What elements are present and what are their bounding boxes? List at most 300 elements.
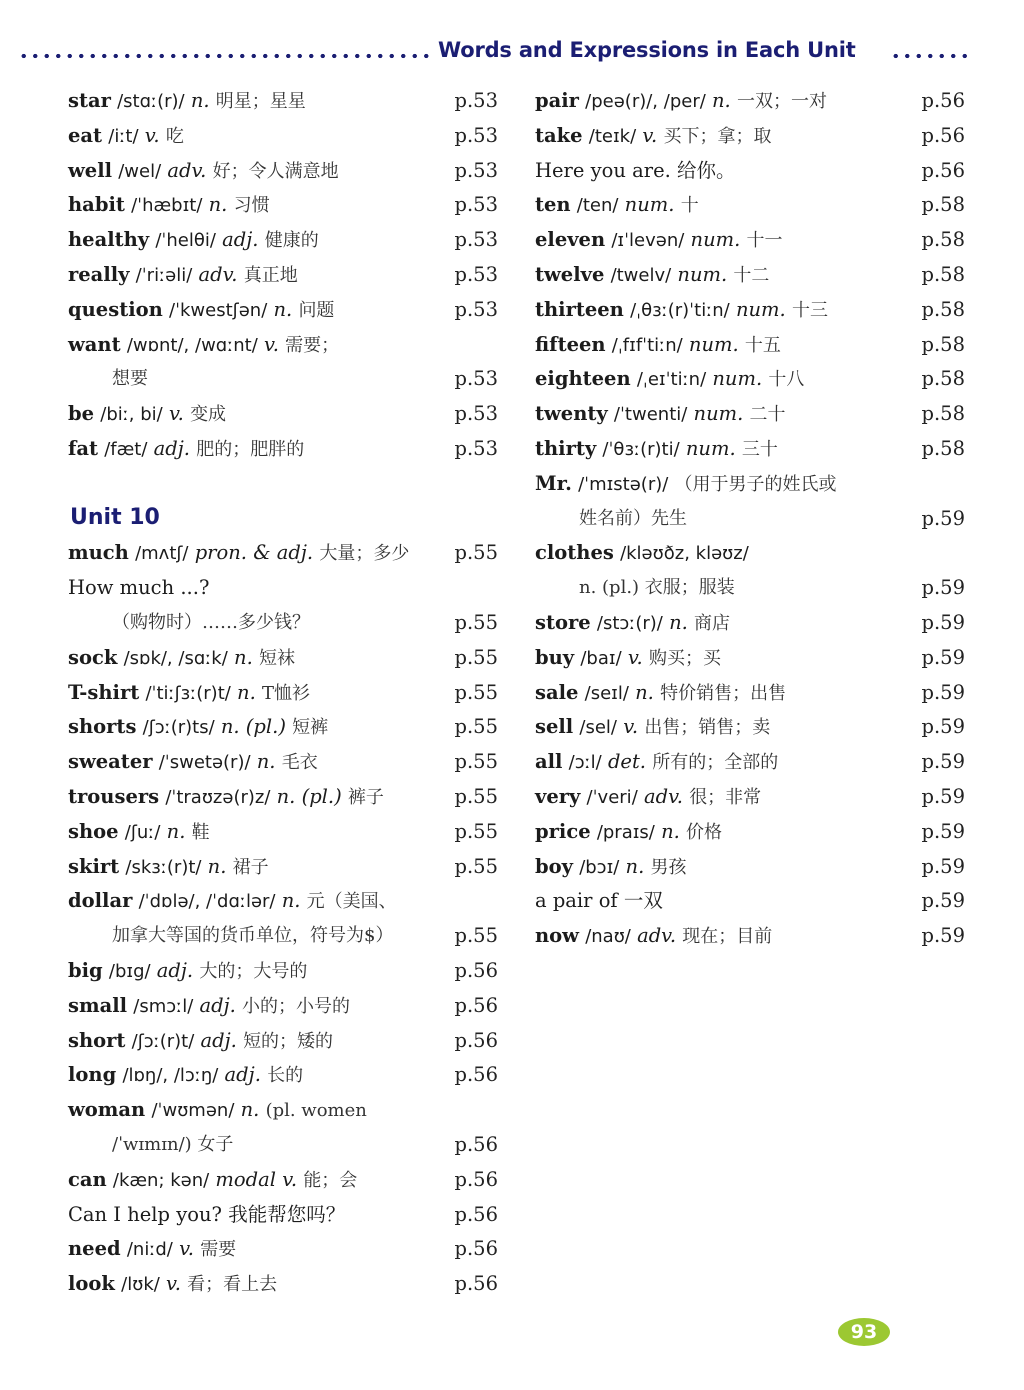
- entry-phonetic: /ˈveri/: [586, 786, 638, 808]
- entry-phonetic: /ˈmɪstə(r)/: [578, 473, 669, 495]
- list-item: [68, 1023, 498, 1058]
- entry-part-of-speech: n.: [711, 89, 731, 112]
- list-item: [68, 675, 498, 710]
- entry-chinese: 十三: [791, 299, 828, 321]
- entry-word: price: [535, 819, 591, 843]
- vocab-entry: [535, 608, 730, 639]
- entry-phonetic: /baɪ/: [580, 647, 622, 669]
- entry-phonetic: /ʃɔː(r)ts/: [142, 717, 215, 739]
- entry-part-of-speech: num.: [685, 436, 736, 460]
- entry-part-of-speech: num.: [624, 193, 675, 217]
- entry-chinese: 商店: [694, 612, 731, 634]
- vocab-entry: [68, 712, 328, 743]
- entry-part-of-speech: n.: [240, 1098, 260, 1122]
- list-item: [68, 570, 498, 605]
- header-title: Words and Expressions in Each Unit: [438, 38, 856, 62]
- entry-part-of-speech: num.: [688, 332, 739, 356]
- entry-part-of-speech: v.: [627, 645, 643, 669]
- entry-phonetic: /praɪs/: [596, 821, 655, 843]
- entry-chinese: (pl. women: [265, 1100, 367, 1122]
- vocab-entry: [68, 1026, 333, 1057]
- entry-word: now: [535, 924, 579, 948]
- vocab-entry: [535, 921, 772, 952]
- entry-word: fat: [68, 436, 99, 460]
- entry-word: buy: [535, 645, 575, 669]
- entry-page-ref: p.53: [454, 262, 498, 286]
- page-number-badge: 93: [838, 1318, 890, 1346]
- entry-chinese: 健康的: [264, 230, 319, 252]
- list-item: [535, 361, 965, 396]
- entry-phonetic: /ɪˈlevən/: [611, 230, 685, 252]
- vocab-entry: [68, 399, 226, 430]
- entry-part-of-speech: n.: [166, 819, 186, 843]
- entry-chinese: 买下；拿；取: [663, 125, 772, 147]
- vocab-entry: [68, 1165, 357, 1196]
- list-item: [68, 744, 498, 779]
- entry-word: all: [535, 750, 563, 774]
- list-item: [68, 640, 498, 675]
- entry-part-of-speech: n.: [635, 680, 654, 704]
- entry-phonetic: /bɪg/: [108, 960, 151, 982]
- entry-phonetic: /naʊ/: [585, 926, 631, 948]
- header-dots-right: [890, 53, 970, 59]
- entry-chinese: （用于男子的姓氏或: [674, 473, 837, 495]
- entry-page-ref: p.55: [454, 645, 498, 669]
- list-item: [535, 779, 965, 814]
- vocab-entry: [68, 156, 339, 187]
- entry-chinese: 小的；小号的: [242, 995, 351, 1017]
- entry-word: boy: [535, 854, 573, 878]
- entry-part-of-speech: n.: [237, 680, 256, 704]
- entry-word: sock: [68, 645, 118, 669]
- entry-phonetic: /fæt/: [104, 438, 148, 460]
- header-dots-left: [18, 53, 434, 59]
- vocab-entry: [68, 434, 304, 465]
- list-item: [535, 83, 965, 118]
- entry-chinese: 很；非常: [689, 786, 762, 808]
- list-item: [535, 918, 965, 953]
- entry-word: thirteen: [535, 297, 624, 321]
- list-item: [68, 779, 498, 814]
- entry-page-ref: p.59: [921, 680, 965, 704]
- entry-part-of-speech: adj.: [224, 1063, 261, 1087]
- list-item: [535, 118, 965, 153]
- entry-word: dollar: [68, 889, 133, 913]
- entry-part-of-speech: n.: [208, 193, 228, 217]
- entry-chinese: 短袜: [258, 647, 295, 669]
- entry-chinese: 需要: [200, 1239, 237, 1261]
- entry-word: eat: [68, 123, 103, 147]
- entry-continuation: 想要: [112, 368, 148, 390]
- entry-phonetic: /ten/: [576, 195, 619, 217]
- entry-page-ref: p.59: [921, 924, 965, 948]
- entry-phonetic: /ˈtwenti/: [613, 404, 688, 426]
- entry-word: habit: [68, 193, 125, 217]
- entry-phrase: How much ...?: [68, 576, 210, 600]
- entry-chinese: 裤子: [347, 786, 384, 808]
- vocab-entry: [68, 225, 319, 256]
- entry-part-of-speech: v.: [623, 715, 639, 739]
- entry-phrase: Can I help you? 我能帮您吗？: [68, 1202, 346, 1226]
- list-item: [68, 1057, 498, 1092]
- vocab-entry: [68, 991, 350, 1022]
- entry-part-of-speech: v.: [144, 123, 160, 147]
- entry-page-ref: p.59: [921, 715, 965, 739]
- list-item: [535, 431, 965, 466]
- entry-phonetic: /ˈwʊmən/: [151, 1100, 235, 1122]
- list-item: [68, 883, 498, 918]
- entry-page-ref: p.55: [454, 819, 498, 843]
- entry-page-ref: p.56: [921, 123, 965, 147]
- entry-page-ref: p.55: [454, 610, 498, 634]
- entry-chinese: 十八: [768, 369, 805, 391]
- entry-word: twelve: [535, 262, 605, 286]
- entry-phonetic: /mʌtʃ/: [135, 543, 189, 565]
- entry-phonetic: /ˈθɜː(r)ti/: [602, 438, 680, 460]
- entry-phonetic: /lʊk/: [121, 1274, 160, 1296]
- list-item: [535, 640, 965, 675]
- entry-page-ref: p.55: [454, 784, 498, 808]
- list-item: [535, 744, 965, 779]
- vocab-entry: [535, 434, 778, 465]
- entry-phonetic: /ɔːl/: [568, 752, 602, 774]
- entry-chinese: 鞋: [191, 821, 210, 843]
- entry-page-ref: p.56: [454, 1202, 498, 1226]
- entry-page-ref: p.55: [454, 750, 498, 774]
- vocab-entry: [535, 86, 827, 117]
- entry-chinese: 元（美国、: [306, 891, 397, 913]
- entry-phonetic: /ˌfɪfˈtiːn/: [611, 334, 683, 356]
- entry-phonetic: /ˈtraʊzə(r)z/: [165, 786, 271, 808]
- vocab-entry: [535, 364, 804, 395]
- vocab-entry: [68, 956, 307, 987]
- list-item: [535, 849, 965, 884]
- vocab-entry: [535, 260, 769, 291]
- entry-page-ref: p.56: [921, 89, 965, 112]
- list-item: [68, 535, 498, 570]
- vocab-entry: [535, 121, 771, 152]
- list-item: [68, 1092, 498, 1127]
- entry-chinese: 需要；: [285, 334, 340, 356]
- entry-part-of-speech: adj.: [199, 993, 236, 1017]
- entry-chinese: 价格: [686, 821, 723, 843]
- entry-phonetic: /stɑː(r)/: [117, 91, 185, 112]
- vocab-entry: [68, 782, 384, 813]
- entry-word: shoe: [68, 819, 119, 843]
- entry-chinese: 短裤: [292, 717, 329, 739]
- entry-chinese: 十二: [733, 264, 770, 286]
- entry-chinese: 短的；矮的: [243, 1030, 334, 1052]
- list-item: [68, 709, 498, 744]
- entry-phonetic: /smɔːl/: [133, 995, 194, 1017]
- list-item: [535, 883, 965, 918]
- entry-page-ref: p.56: [454, 1272, 498, 1296]
- entry-chinese: 一双；一对: [736, 91, 827, 112]
- vocab-entry: [535, 469, 837, 500]
- entry-page-ref: p.58: [921, 332, 965, 356]
- entry-phrase: a pair of 一双: [535, 889, 663, 913]
- entry-word: ten: [535, 193, 571, 217]
- entry-word: trousers: [68, 784, 160, 808]
- left-column: [68, 83, 498, 1301]
- vocab-entry: [68, 538, 409, 569]
- entry-page-ref: p.58: [921, 228, 965, 252]
- entry-phonetic: /wɒnt/, /wɑːnt/: [126, 334, 258, 356]
- entry-chinese: 长的: [267, 1065, 304, 1087]
- vocab-entry: [68, 1234, 236, 1265]
- entry-phonetic: /seɪl/: [584, 682, 629, 704]
- entry-page-ref: p.56: [454, 993, 498, 1017]
- entry-part-of-speech: v.: [179, 1237, 194, 1261]
- list-item: [535, 501, 965, 536]
- entry-chinese: 问题: [298, 299, 335, 321]
- entry-word: very: [535, 784, 581, 808]
- unit-heading: Unit 10: [70, 504, 160, 530]
- entry-part-of-speech: adj.: [222, 228, 259, 252]
- vocab-entry: [68, 190, 270, 221]
- entry-page-ref: p.53: [454, 193, 498, 217]
- vocab-entry: [68, 817, 210, 848]
- entry-chinese: 二十: [749, 404, 786, 426]
- list-item: [535, 570, 965, 605]
- entry-page-ref: p.55: [454, 854, 498, 878]
- entry-word: take: [535, 123, 583, 147]
- entry-phonetic: /iːt/: [108, 125, 139, 147]
- list-item: [68, 1197, 498, 1232]
- entry-phonetic: /ˈhæbɪt/: [131, 195, 203, 217]
- entry-word: healthy: [68, 228, 150, 252]
- entry-phonetic: /teɪk/: [588, 125, 637, 147]
- entry-word: skirt: [68, 854, 120, 878]
- entry-phonetic: /biː, bi/: [100, 404, 163, 426]
- entry-page-ref: p.56: [454, 1132, 498, 1156]
- entry-phonetic: /skɜː(r)t/: [125, 856, 202, 878]
- entry-word: want: [68, 332, 121, 356]
- vocab-entry: [68, 886, 397, 917]
- list-item: [68, 849, 498, 884]
- list-item: [68, 327, 498, 362]
- entry-word: long: [68, 1063, 117, 1087]
- entry-part-of-speech: n.: [281, 889, 301, 913]
- entry-page-ref: p.55: [454, 541, 498, 565]
- entry-phonetic: /ˈswetə(r)/: [158, 752, 251, 774]
- list-item: [535, 535, 965, 570]
- entry-word: be: [68, 402, 95, 426]
- entry-phonetic: /ˈtiːʃɜː(r)t/: [145, 682, 231, 704]
- entry-phonetic: /ʃɔː(r)t/: [131, 1030, 195, 1052]
- entry-word: look: [68, 1272, 115, 1296]
- entry-word: much: [68, 541, 129, 565]
- entry-page-ref: p.58: [921, 193, 965, 217]
- entry-phonetic: /ˌeɪˈtiːn/: [636, 369, 707, 391]
- list-item: [68, 292, 498, 327]
- entry-part-of-speech: num.: [693, 402, 744, 426]
- list-item: [68, 466, 498, 501]
- entry-continuation: （购物时）……多少钱？: [112, 611, 310, 633]
- list-item: [68, 1127, 498, 1162]
- entry-word: sweater: [68, 750, 153, 774]
- entry-page-ref: p.58: [921, 297, 965, 321]
- list-item: [535, 153, 965, 188]
- vocab-entry: [535, 399, 786, 430]
- entry-chinese: 变成: [190, 404, 227, 426]
- entry-part-of-speech: n. (pl.): [276, 784, 342, 808]
- entry-page-ref: p.56: [454, 1063, 498, 1087]
- entry-part-of-speech: adj.: [156, 958, 194, 982]
- list-item: [68, 1162, 498, 1197]
- entry-page-ref: p.56: [454, 958, 498, 982]
- entry-phonetic: /ˈhelθi/: [155, 230, 216, 252]
- entry-page-ref: p.56: [454, 1237, 498, 1261]
- entry-chinese: 肥的；肥胖的: [196, 438, 305, 460]
- entry-word: can: [68, 1167, 107, 1191]
- entry-page-ref: p.59: [921, 750, 965, 774]
- entry-phonetic: /peə(r)/, /per/: [585, 91, 706, 112]
- list-item: [68, 83, 498, 118]
- entry-phonetic: /lɒŋ/, /lɔːŋ/: [122, 1065, 219, 1087]
- vocab-entry: [535, 817, 722, 848]
- list-item: [535, 709, 965, 744]
- vocab-entry: [68, 1060, 303, 1091]
- entry-chinese: 大的；大号的: [199, 960, 308, 982]
- entry-page-ref: p.59: [921, 819, 965, 843]
- list-item: [535, 187, 965, 222]
- vocab-entry: [68, 121, 184, 152]
- entry-part-of-speech: modal v.: [215, 1167, 298, 1191]
- entry-page-ref: p.59: [921, 889, 965, 913]
- vocab-entry: [68, 295, 334, 326]
- entry-part-of-speech: n.: [273, 297, 293, 321]
- entry-page-ref: p.53: [454, 436, 498, 460]
- vocab-entry: [68, 260, 298, 291]
- vocab-entry: [535, 678, 786, 709]
- entry-part-of-speech: n.: [625, 854, 645, 878]
- entry-chinese: 所有的；全部的: [652, 752, 779, 774]
- vocab-entry: [535, 190, 699, 221]
- entry-page-ref: p.59: [921, 854, 965, 878]
- entry-word: question: [68, 297, 163, 321]
- entry-word: fifteen: [535, 332, 606, 356]
- entry-phonetic: /stɔː(r)/: [596, 612, 663, 634]
- vocab-entry: [535, 747, 778, 778]
- entry-part-of-speech: n. (pl.): [220, 715, 286, 739]
- list-item: [68, 361, 498, 396]
- entry-chinese: 能；会: [303, 1169, 358, 1191]
- entry-word: eighteen: [535, 367, 631, 391]
- list-item: [535, 292, 965, 327]
- list-item: [68, 187, 498, 222]
- entry-chinese: 十一: [746, 230, 783, 252]
- entry-part-of-speech: n.: [207, 854, 227, 878]
- entry-page-ref: p.56: [921, 158, 965, 182]
- entry-page-ref: p.58: [921, 436, 965, 460]
- list-item: [535, 396, 965, 431]
- entry-phonetic: /ˈriːəli/: [135, 264, 193, 286]
- entry-word: Mr.: [535, 471, 572, 495]
- entry-page-ref: p.53: [454, 158, 498, 182]
- list-item: [68, 153, 498, 188]
- entry-word: big: [68, 958, 103, 982]
- entry-phonetic: /sel/: [579, 717, 617, 739]
- entry-page-ref: p.58: [921, 402, 965, 426]
- entry-chinese: 好；令人满意地: [212, 160, 339, 182]
- entry-phonetic: /kləʊðz, kləʊz/: [620, 543, 749, 565]
- entry-chinese: 看；看上去: [187, 1274, 278, 1296]
- entry-part-of-speech: n.: [661, 819, 680, 843]
- entry-word: clothes: [535, 541, 614, 565]
- entry-word: pair: [535, 89, 579, 112]
- entry-page-ref: p.59: [921, 576, 965, 600]
- entry-word: twenty: [535, 402, 608, 426]
- entry-page-ref: p.58: [921, 262, 965, 286]
- entry-chinese: 十五: [744, 334, 781, 356]
- entry-part-of-speech: v.: [264, 332, 279, 356]
- entry-page-ref: p.55: [454, 924, 498, 948]
- entry-continuation: 加拿大等国的货币单位，符号为$）: [112, 925, 394, 947]
- list-item: [535, 605, 965, 640]
- entry-page-ref: p.53: [454, 367, 498, 391]
- entry-phonetic: /ˈdɒlə/, /ˈdɑːlər/: [138, 891, 276, 913]
- page-header: [18, 38, 968, 68]
- entry-phrase: Here you are. 给你。: [535, 158, 736, 182]
- entry-part-of-speech: n.: [234, 645, 253, 669]
- entry-part-of-speech: v.: [166, 1272, 181, 1296]
- list-item: [68, 918, 498, 953]
- right-column: [535, 83, 965, 953]
- entry-word: short: [68, 1028, 126, 1052]
- list-item: [535, 257, 965, 292]
- entry-chinese: 出售；销售；卖: [644, 717, 771, 739]
- entry-part-of-speech: num.: [735, 297, 786, 321]
- entry-chinese: 大量；多少: [319, 543, 410, 565]
- entry-chinese: 习惯: [233, 195, 270, 217]
- entry-part-of-speech: adj.: [200, 1028, 237, 1052]
- entry-page-ref: p.55: [454, 680, 498, 704]
- list-item: [535, 327, 965, 362]
- list-item: [68, 988, 498, 1023]
- entry-page-ref: p.59: [921, 610, 965, 634]
- entry-part-of-speech: num.: [712, 367, 763, 391]
- vocab-entry: [68, 852, 269, 883]
- entry-chinese: 裙子: [232, 856, 269, 878]
- entry-chinese: 特价销售；出售: [660, 682, 787, 704]
- entry-word: store: [535, 610, 591, 634]
- entry-word: sell: [535, 715, 574, 739]
- entry-phonetic: /ˌθɜː(r)ˈtiːn/: [630, 299, 730, 321]
- entry-page-ref: p.56: [454, 1167, 498, 1191]
- entry-word: need: [68, 1237, 121, 1261]
- list-item: [68, 1231, 498, 1266]
- entry-word: T-shirt: [68, 680, 140, 704]
- list-item: [68, 1266, 498, 1301]
- entry-word: star: [68, 89, 111, 112]
- vocab-entry: [68, 747, 318, 778]
- vocab-entry: [68, 330, 339, 361]
- entry-phonetic: /niːd/: [126, 1239, 173, 1261]
- list-item: [68, 431, 498, 466]
- entry-page-ref: p.56: [454, 1028, 498, 1052]
- list-item: [535, 814, 965, 849]
- entry-continuation: 姓名前）先生: [579, 507, 687, 529]
- vocab-entry: [535, 852, 687, 883]
- entry-part-of-speech: n.: [256, 750, 276, 774]
- entry-word: eleven: [535, 228, 606, 252]
- entry-part-of-speech: v.: [642, 123, 658, 147]
- entry-page-ref: p.53: [454, 89, 498, 112]
- entry-part-of-speech: adv.: [637, 924, 677, 948]
- vocab-entry: [68, 678, 310, 709]
- entry-page-ref: p.53: [454, 123, 498, 147]
